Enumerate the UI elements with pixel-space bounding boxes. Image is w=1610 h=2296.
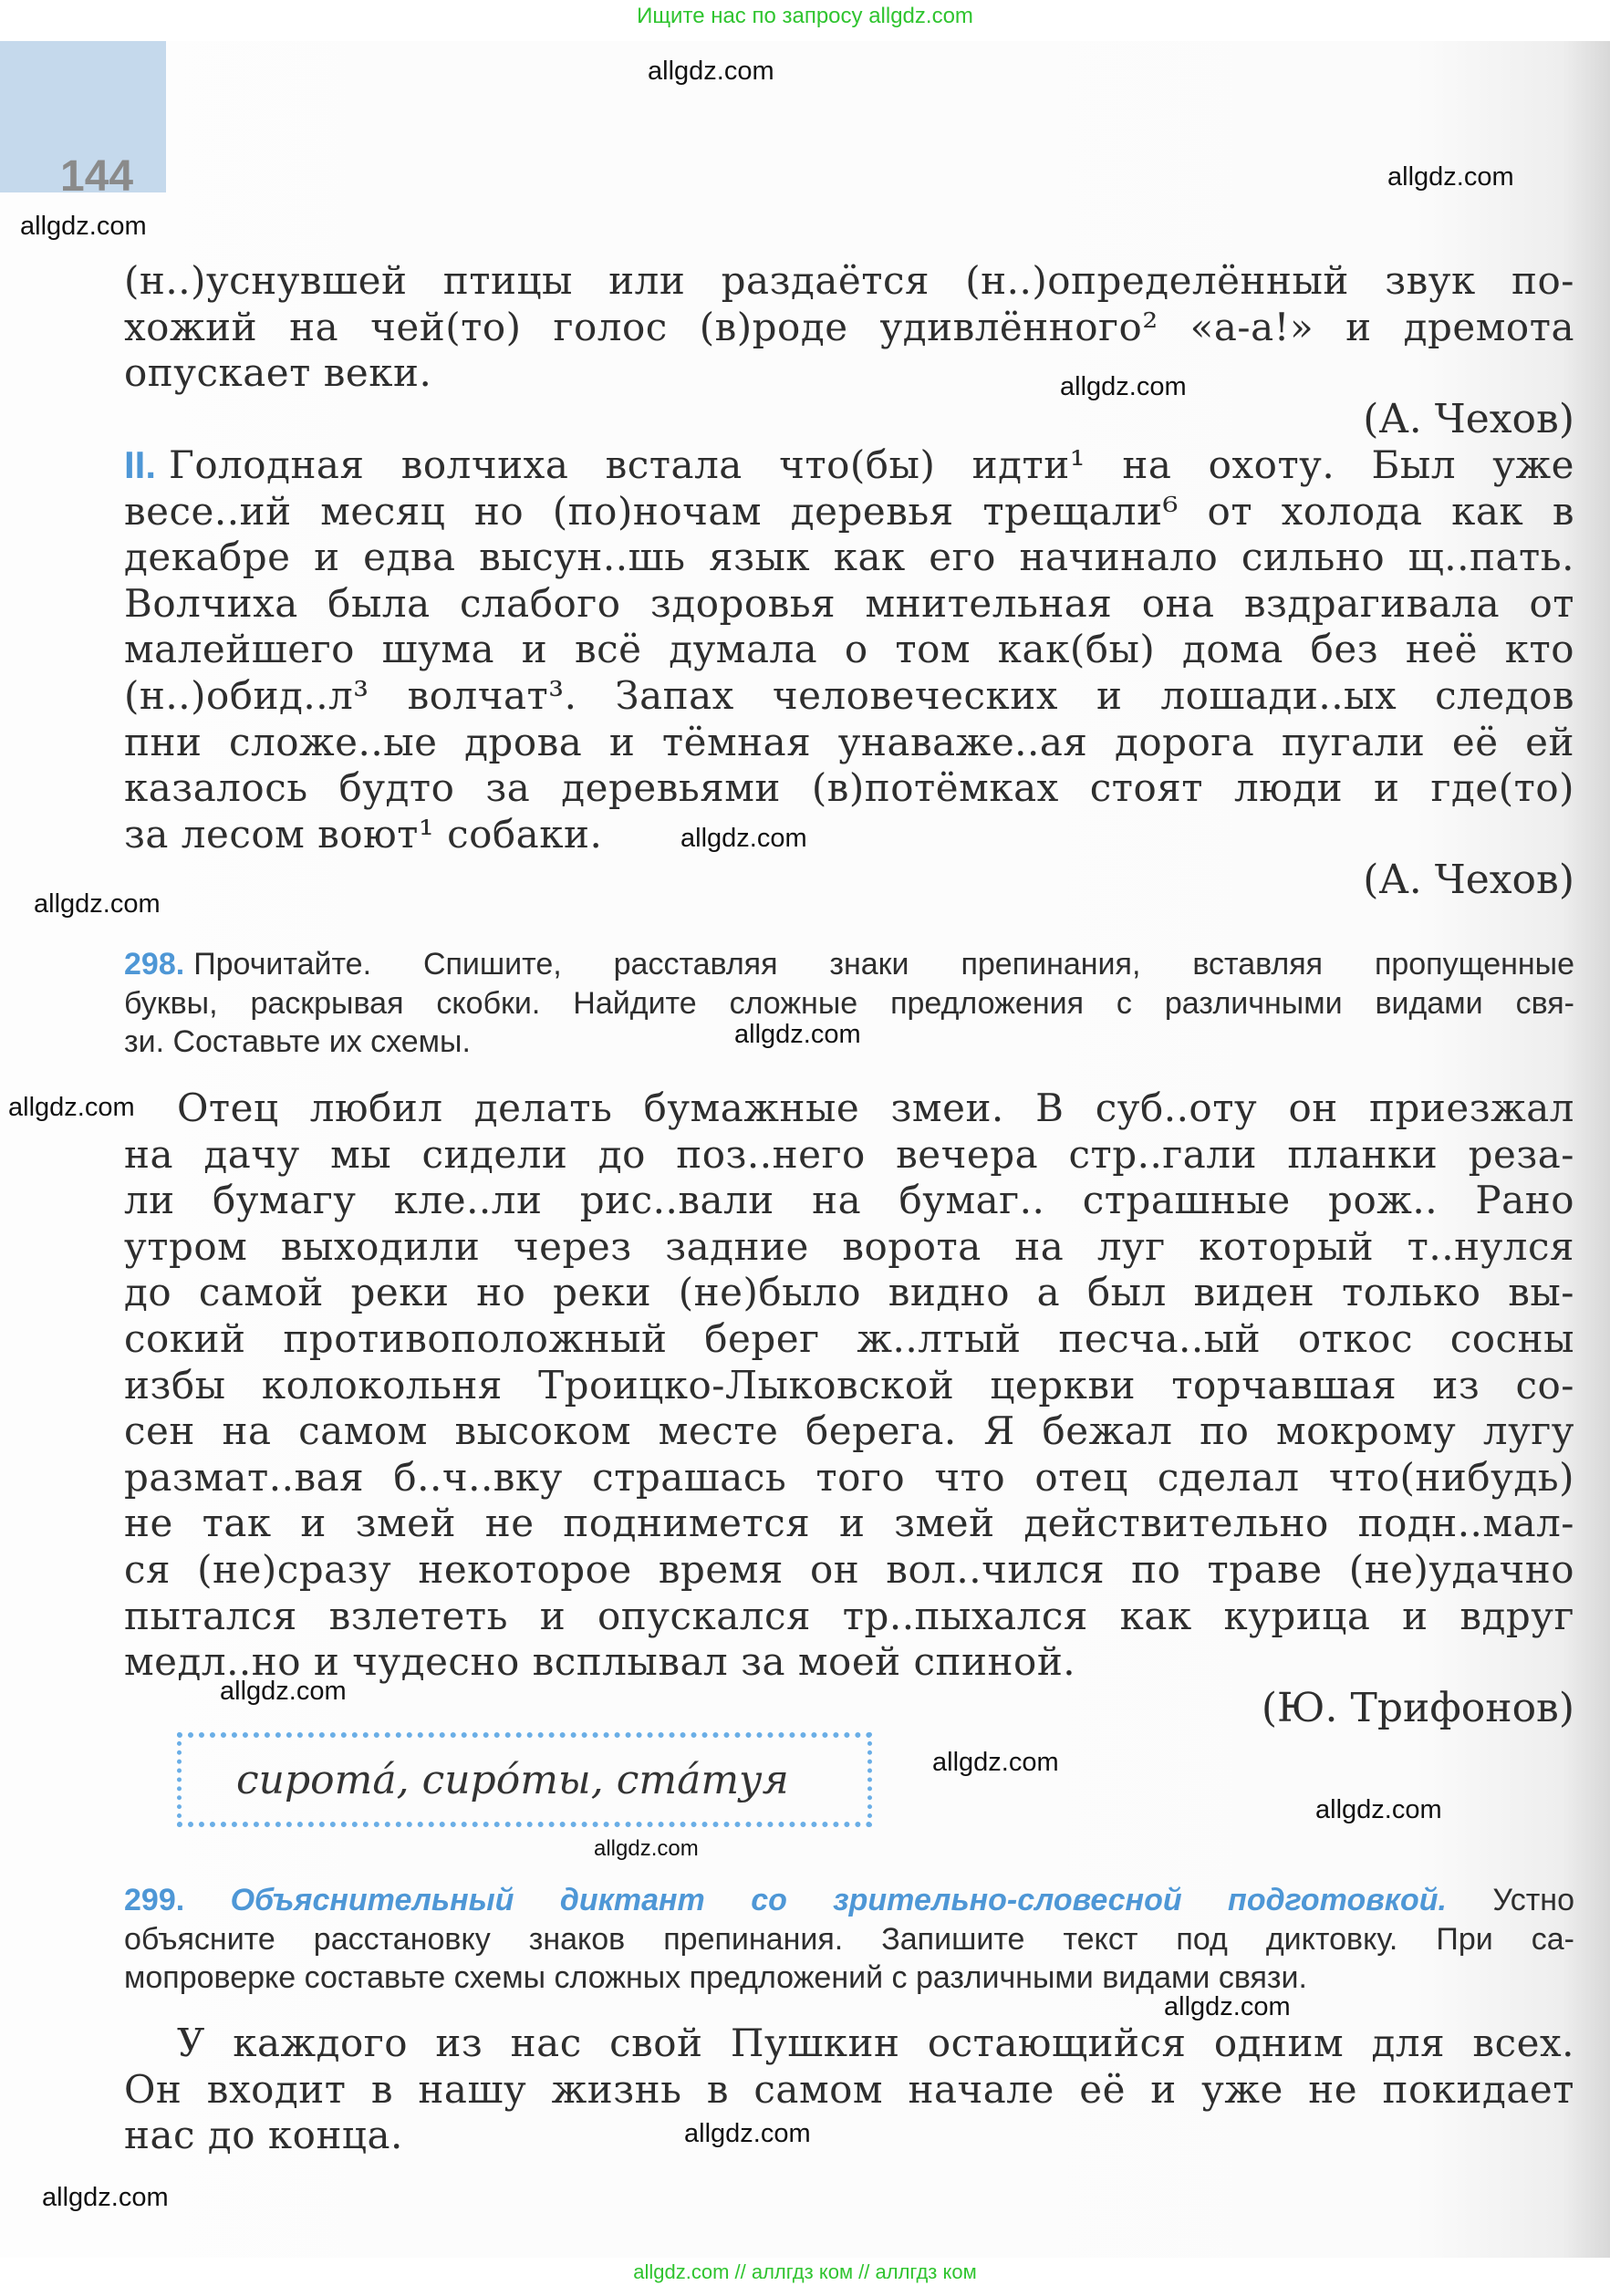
watermark: allgdz.com <box>648 57 774 86</box>
author-credit: (А. Чехов) <box>1363 857 1574 904</box>
text-line: до самой реки но реки (не)было видно а был виден только вы- <box>124 1270 1574 1315</box>
text-line: У каждого из нас свой Пушкин остающийся одним для всех. <box>177 2021 1574 2065</box>
text-line: размат..вая б..ч..вку страшась того что отец сделал что(нибудь) <box>124 1454 1574 1500</box>
part2-marker: II. <box>124 443 157 486</box>
text-line: Отец любил делать бумажные змеи. В суб..оту он приезжал <box>177 1086 1574 1130</box>
watermark: allgdz.com <box>1387 162 1514 192</box>
watermark: allgdz.com <box>42 2183 169 2212</box>
watermark: allgdz.com <box>684 2119 811 2148</box>
text-line: (н..)обид..л³ волчат³. Запах человеческих и лошади..ых следов <box>124 672 1574 718</box>
task-title: Объяснительный диктант со зрительно-словесной подготовкой. <box>230 1883 1447 1917</box>
instruction-line: буквы, раскрывая скобки. Найдите сложные предложения с различными видами свя- <box>124 985 1574 1021</box>
instruction-line: зи. Составьте их схемы. <box>124 1024 471 1059</box>
text-line: хожий на чей(то) голос (в)роде удивлённого² «а-а!» и дремота <box>124 304 1574 349</box>
text-line: утром выходили через задние ворота на луг который т..нулся <box>124 1223 1574 1269</box>
text-line: Он входит в нашу жизнь в самом начале её и уже не покидает <box>124 2066 1574 2112</box>
watermark: allgdz.com <box>1164 1992 1291 2021</box>
task-299-text <box>124 2021 1574 2159</box>
instruction-line: объясните расстановку знаков препинания. Запишите текст под диктовку. При са- <box>124 1921 1574 1957</box>
text-line: (н..)уснувшей птицы или раздаётся (н..)определённый звук по- <box>124 258 1574 303</box>
task-299-instructions <box>124 1881 1574 1998</box>
text-line: пытался взлететь и опускался тр..пыхался как курица и вдруг <box>124 1593 1574 1638</box>
text-line: медл..но и чудесно всплывал за моей спиной. <box>124 1639 1076 1685</box>
author-credit: (Ю. Трифонов) <box>1261 1684 1574 1731</box>
top-banner: Ищите нас по запросу allgdz.com <box>637 4 973 28</box>
author-credit: (А. Чехов) <box>1363 395 1574 442</box>
text-line: казалось будто за деревьями (в)потёмках стоят люди и где(то) <box>124 765 1574 811</box>
text-line: избы колокольня Троицко-Лыковской церкви торчавшая из со- <box>124 1362 1574 1408</box>
text-line: ли бумагу кле..ли рис..вали на бумаг.. страшные рож.. Рано <box>124 1178 1574 1223</box>
watermark: allgdz.com <box>594 1836 699 1861</box>
watermark: allgdz.com <box>1060 372 1187 401</box>
text-line: на дачу мы сидели до поз..него вечера стр..гали планки реза- <box>124 1131 1574 1177</box>
vocabulary-box <box>177 1732 872 1827</box>
watermark: allgdz.com <box>1315 1795 1442 1824</box>
watermark: allgdz.com <box>20 212 147 241</box>
watermark: allgdz.com <box>220 1677 347 1706</box>
text-line: малейшего шума и всё думала о том как(бы) дома без неё кто <box>124 627 1574 672</box>
watermark: allgdz.com <box>932 1748 1059 1777</box>
text-line: сокий противоположный берег ж..лтый песча..ый откос сосны <box>124 1315 1574 1361</box>
text-line: не так и змей не поднимется и змей действительно подн..мал- <box>124 1501 1574 1546</box>
task-298-text <box>124 1086 1574 1731</box>
text-line: сен на самом высоком месте берега. Я бежал по мокрому лугу <box>124 1408 1574 1454</box>
text-line: пни сложе..ые дрова и тёмная унаваже..ая дорога пугали её ей <box>124 719 1574 764</box>
text-line: опускает веки. <box>124 350 432 396</box>
bottom-footer: allgdz.com // аллгдз ком // аллгдз ком <box>633 2260 977 2283</box>
watermark: allgdz.com <box>8 1093 135 1122</box>
vocabulary-words: сиротá, сирóты, стáтуя <box>236 1756 789 1803</box>
text-line: Голодная волчиха встала что(бы) идти¹ на охоту. Был уже <box>169 442 1574 487</box>
task-number: 298. <box>124 947 185 982</box>
text-line: весе..ий месяц но (по)ночам деревья трещали⁶ от холода как в <box>124 488 1574 534</box>
part1-text <box>124 258 1574 442</box>
instruction-text: Устно <box>1492 1883 1574 1917</box>
part2-text <box>124 442 1574 904</box>
instruction-line: Прочитайте. Спишите, расставляя знаки препинания, вставляя пропущенные <box>193 947 1574 982</box>
text-line: ся (не)сразу некоторое время он вол..чился по траве (не)удачно <box>124 1546 1574 1592</box>
instruction-line <box>124 1881 1574 1920</box>
text-line: нас до конца. <box>124 2113 403 2158</box>
task-298-instructions <box>124 945 1574 1062</box>
task-number: 299. <box>124 1883 185 1917</box>
watermark: allgdz.com <box>34 889 161 919</box>
watermark: allgdz.com <box>680 824 807 853</box>
text-line: за лесом воют¹ собаки. <box>124 811 603 857</box>
instruction-line: мопроверке составьте схемы сложных предложений с различными видами связи. <box>124 1960 1307 1995</box>
page-number: 144 <box>60 152 134 201</box>
watermark: allgdz.com <box>734 1020 861 1049</box>
text-line: декабре и едва высун..шь язык как его начинало сильно щ..пать. <box>124 535 1574 580</box>
text-line: Волчиха была слабого здоровья мнительная она вздрагивала от <box>124 580 1574 626</box>
